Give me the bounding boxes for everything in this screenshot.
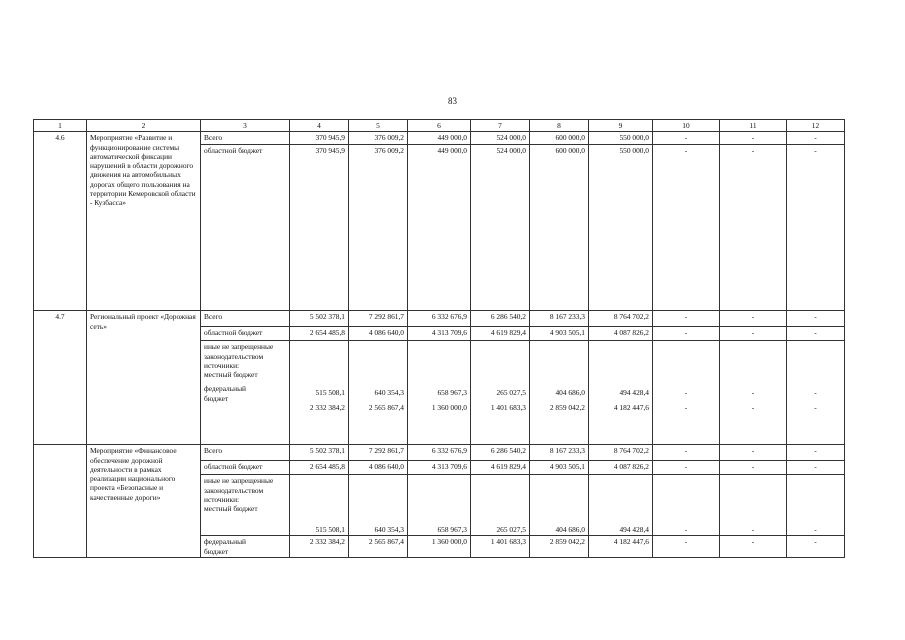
value-cell: -: [787, 132, 845, 145]
value-cell: -: [787, 311, 845, 327]
value-cell: 7 292 861,7: [349, 311, 408, 327]
value-cell: 5 502 378,1: [290, 311, 349, 327]
funding-source: областной бюджет: [201, 327, 290, 341]
value-cell: 5 502 378,1: [290, 445, 349, 461]
value-cell: 370 945,9: [290, 132, 349, 145]
value-cell: 524 000,0: [471, 132, 530, 145]
funding-source-group: [201, 341, 290, 445]
header-cell: 2: [87, 120, 201, 132]
value-cell: 4 313 709,6: [408, 327, 471, 341]
value-cell: 2 654 485,8: [290, 327, 349, 341]
local-value: -: [751, 388, 755, 398]
local-value: -: [653, 475, 720, 536]
header-cell: 12: [787, 120, 845, 132]
item-number: 4.6: [34, 132, 87, 311]
federal-value: 1 401 683,3: [471, 536, 530, 558]
value-cell: -: [720, 132, 787, 145]
other-sources-label: иные не запрещенные законодательством источники:: [204, 342, 274, 370]
header-cell: 9: [589, 120, 653, 132]
value-cell: -: [653, 311, 720, 327]
value-cell: 449 000,0: [408, 145, 471, 311]
value-cell: -: [720, 311, 787, 327]
header-cell: 8: [530, 120, 589, 132]
value-cell: -: [653, 145, 720, 311]
budget-table: [33, 119, 845, 558]
item-number: [34, 445, 87, 558]
funding-source: областной бюджет: [201, 145, 290, 311]
federal-value: 2 332 384,2: [290, 536, 349, 558]
local-value: 265 027,5: [471, 475, 530, 536]
federal-value: -: [720, 536, 787, 558]
header-cell: 10: [653, 120, 720, 132]
table-row: [34, 445, 845, 461]
header-cell: 7: [471, 120, 530, 132]
header-cell: 6: [408, 120, 471, 132]
item-number: 4.7: [34, 311, 87, 445]
value-cell: 6 286 540,2: [471, 445, 530, 461]
local-value: 494 428,4: [619, 388, 649, 398]
item-name: Мероприятие «Финансовое обеспечение дорожной деятельности в рамках реализации национального проекта «Безопасные и качественные дороги»: [87, 445, 201, 558]
federal-value: -: [787, 536, 845, 558]
value-cell: 449 000,0: [408, 132, 471, 145]
value-cell: -: [653, 132, 720, 145]
value-cell: 8 167 233,3: [530, 445, 589, 461]
value-cell: 6 332 676,9: [408, 311, 471, 327]
value-cell: 8 167 233,3: [530, 311, 589, 327]
value-cell: 550 000,0: [589, 132, 653, 145]
local-value: 404 686,0: [555, 388, 585, 398]
local-value: 658 967,3: [408, 475, 471, 536]
header-cell: 5: [349, 120, 408, 132]
local-value: -: [720, 475, 787, 536]
federal-value: 1 401 683,3: [490, 402, 526, 412]
federal-value: -: [653, 536, 720, 558]
local-budget-label: местный бюджет: [204, 370, 258, 380]
value-cell: 4 619 829,4: [471, 461, 530, 475]
local-value: 265 027,5: [496, 388, 526, 398]
federal-value: 1 360 000,0: [431, 402, 467, 412]
value-cell: 6 332 676,9: [408, 445, 471, 461]
local-budget-label: местный бюджет: [204, 504, 258, 514]
local-value: 494 428,4: [589, 475, 653, 536]
value-cell: 4 903 505,1: [530, 327, 589, 341]
value-cell: -: [653, 445, 720, 461]
value-cell: 600 000,0: [530, 145, 589, 311]
federal-value: 2 565 867,4: [349, 536, 408, 558]
value-cell: -: [720, 327, 787, 341]
local-value: 640 354,3: [349, 475, 408, 536]
funding-source: Всего: [201, 132, 290, 145]
value-cell: 4 086 640,0: [349, 461, 408, 475]
local-value: -: [684, 388, 688, 398]
table-row: [34, 132, 845, 145]
federal-value: 2 565 867,4: [368, 402, 404, 412]
federal-value: 1 360 000,0: [408, 536, 471, 558]
other-sources-label: иные не запрещенные законодательством источники:: [204, 476, 274, 504]
funding-source: Всего: [201, 445, 290, 461]
local-value: 404 686,0: [530, 475, 589, 536]
item-name: Региональный проект «Дорожная сеть»: [87, 311, 201, 445]
federal-value: 4 182 447,6: [589, 536, 653, 558]
value-cell: 2 654 485,8: [290, 461, 349, 475]
federal-value: 2 859 042,2: [549, 402, 585, 412]
table-header-row: [34, 120, 845, 132]
local-value: 515 508,1: [290, 475, 349, 536]
funding-source: [201, 536, 290, 558]
value-cell: 524 000,0: [471, 145, 530, 311]
local-value: -: [787, 475, 845, 536]
value-cell: 4 313 709,6: [408, 461, 471, 475]
local-value: 515 508,1: [315, 388, 345, 398]
value-cell: -: [720, 461, 787, 475]
item-name: Мероприятие «Развитие и функционирование системы автоматической фиксации нарушений в области дорожного движения на автомобильных дорогах общего пользования на территории Кемеровской области - Кузбасса»: [87, 132, 201, 311]
value-cell: -: [787, 145, 845, 311]
value-cell: 4 619 829,4: [471, 327, 530, 341]
federal-budget-label: федеральный бюджет: [204, 384, 246, 403]
header-cell: 11: [720, 120, 787, 132]
federal-value: 4 182 447,6: [613, 402, 649, 412]
funding-source: областной бюджет: [201, 461, 290, 475]
federal-value: -: [814, 402, 817, 412]
value-cell: -: [787, 327, 845, 341]
local-value: 640 354,3: [374, 388, 404, 398]
value-cell: 550 000,0: [589, 145, 653, 311]
header-cell: 3: [201, 120, 290, 132]
value-cell: -: [720, 445, 787, 461]
value-cell: 376 009,2: [349, 132, 408, 145]
value-cell: 8 764 702,2: [589, 445, 653, 461]
funding-source-group: [201, 475, 290, 536]
federal-value: -: [751, 402, 755, 412]
value-cell: 600 000,0: [530, 132, 589, 145]
value-cell: -: [787, 445, 845, 461]
header-cell: 4: [290, 120, 349, 132]
local-value: 658 967,3: [437, 388, 467, 398]
value-cell: 8 764 702,2: [589, 311, 653, 327]
value-cell: 7 292 861,7: [349, 445, 408, 461]
value-cell: 4 086 640,0: [349, 327, 408, 341]
federal-value: 2 859 042,2: [530, 536, 589, 558]
value-cell: 370 945,9: [290, 145, 349, 311]
value-cell: -: [720, 145, 787, 311]
value-cell: 6 286 540,2: [471, 311, 530, 327]
table-row: [34, 311, 845, 327]
funding-source: Всего: [201, 311, 290, 327]
header-cell: 1: [34, 120, 87, 132]
value-cell: -: [787, 461, 845, 475]
local-value: -: [814, 388, 817, 398]
value-cell: 376 009,2: [349, 145, 408, 311]
federal-value: -: [684, 402, 688, 412]
federal-budget-label: федеральный бюджет: [204, 537, 246, 556]
value-cell: 4 087 826,2: [589, 327, 653, 341]
page-number: 83: [448, 96, 457, 106]
federal-value: 2 332 384,2: [309, 402, 345, 412]
value-cell: 4 903 505,1: [530, 461, 589, 475]
value-cell: 4 087 826,2: [589, 461, 653, 475]
value-cell: -: [653, 327, 720, 341]
value-cell: -: [653, 461, 720, 475]
